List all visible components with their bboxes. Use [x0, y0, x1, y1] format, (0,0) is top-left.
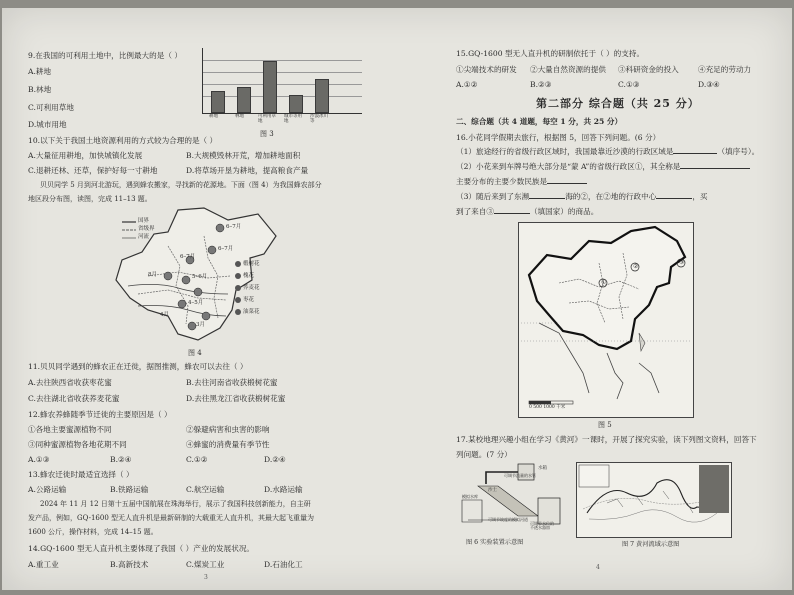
q15-option-a[interactable]: A.①② — [456, 80, 478, 89]
q13-option-d[interactable]: D.水路运输 — [264, 485, 303, 494]
exam-sheet — [2, 8, 792, 590]
fig6-label-level-line-2: 不透水器皿 — [530, 525, 550, 531]
flower-legend-3: 荞麦花 — [243, 285, 260, 291]
q10-stem: 10.以下关于我国土地资源利用的方式较为合理的是（ ） — [28, 136, 218, 145]
page-number-4: 4 — [596, 564, 600, 571]
q12-stem: 12.蜂农养蜂随季节迁徙的主要原因是（ ） — [28, 410, 172, 419]
q12-reason-2: ②躲避病害和虫害的影响 — [186, 425, 270, 434]
month-label-3: 8月 — [148, 272, 157, 278]
q16-sub3b — [456, 206, 598, 217]
fig6-label-level-line-1: 可调节水位的 — [530, 521, 554, 526]
q15-reason-4: ④充足的劳动力 — [698, 65, 752, 74]
passage-1-line-2: 地区段分布图，读图，完成 11–13 题。 — [28, 195, 152, 203]
q14-option-c[interactable]: C.煤炭工业 — [186, 560, 225, 569]
q11-option-d[interactable]: D.去往黑龙江省收获椴树花蜜 — [186, 394, 286, 403]
q9-option-a[interactable]: A.耕地 — [28, 67, 52, 76]
legend-river: 河流 — [138, 234, 150, 240]
q17-stem-line-1: 17.某校地理兴趣小组在学习《黄河》一课时，开展了探究实验，读下列图文资料，回答下 — [456, 435, 757, 444]
q16-sub3 — [456, 191, 708, 202]
figure-4-caption: 图 4 — [188, 349, 202, 357]
q16-blank-2[interactable] — [680, 168, 750, 169]
q12-reason-4: ④蜂蜜的消费量有季节性 — [186, 440, 270, 449]
q16-sub1-text: （1）旅途经行的省级行政区域时，我国最靠近沙漠的行政区域是 — [456, 147, 674, 156]
figure-5-caption: 图 5 — [598, 421, 612, 429]
month-label-6: 4–5月 — [188, 300, 204, 306]
flower-legend-4: 枣花 — [243, 297, 255, 303]
cat-label-2: 林地 — [235, 114, 244, 119]
fig6-label-sand: 沙土 — [488, 488, 497, 493]
q13-option-c[interactable]: C.航空运输 — [186, 485, 225, 494]
q12-option-c[interactable]: C.①② — [186, 455, 208, 464]
q9-stem: 9.在我国的可利用土地中，比例最大的是（ ） — [28, 51, 182, 60]
bar-urban — [289, 95, 303, 113]
q9-option-b[interactable]: B.林地 — [28, 85, 52, 94]
passage-2-line-3: 1600 公斤，操作材料，完成 14–15 题。 — [28, 528, 158, 536]
bar-grassland — [263, 61, 277, 113]
q11-option-b[interactable]: B.去往河南省收获椴树花蜜 — [186, 378, 278, 387]
q16-sub3-text: （3）随后来到了东濒 — [456, 192, 530, 201]
month-label-4: 6–7月 — [180, 254, 196, 260]
q10-option-d[interactable]: D.将草场开垦为耕地，提高粮食产量 — [186, 166, 309, 175]
fig6-label-channel: 可调节坡度的模拟河道 — [488, 517, 528, 522]
page-number-3: 3 — [204, 574, 208, 581]
fig6-label-pipe: 可调节流量的水管 — [504, 473, 536, 478]
cat-label-5: 沙漠冰川等 — [310, 114, 328, 124]
figure-3-category-labels — [202, 115, 362, 127]
q9-option-c[interactable]: C.可利用草地 — [28, 103, 74, 112]
cat-label-1: 耕地 — [209, 114, 218, 119]
q16-sub2b — [456, 176, 587, 187]
q17-stem-line-2: 列问题。(7 分） — [456, 450, 512, 459]
q15-stem: 15.GQ-1600 型无人直升机的研制依托于（ ）的支持。 — [456, 49, 645, 58]
fig6-label-tank: 水箱 — [538, 466, 547, 471]
q14-option-a[interactable]: A.重工业 — [28, 560, 59, 569]
figure-3-bar-chart — [202, 48, 362, 114]
q12-option-b[interactable]: B.②④ — [110, 455, 132, 464]
q16-blank-1[interactable] — [673, 153, 717, 154]
q15-option-d[interactable]: D.③④ — [698, 80, 720, 89]
q16-sub1-end: （填序号）。 — [717, 147, 760, 156]
legend-provincial-border: 省级界 — [138, 226, 155, 232]
month-label-1: 6–7月 — [226, 224, 242, 230]
q15-option-c[interactable]: C.①③ — [618, 80, 640, 89]
figure-6-experiment-diagram — [458, 460, 568, 534]
q16-sub2b-text: 主要分布的主要少数民族是 — [456, 177, 548, 186]
q12-option-a[interactable]: A.①③ — [28, 455, 50, 464]
q10-option-a[interactable]: A.大量征用耕地，加快城镇化发展 — [28, 151, 143, 160]
figure-7-caption: 图 7 黄河流域示意图 — [622, 541, 680, 548]
legend-national-border: 国界 — [138, 218, 150, 224]
fig6-label-reservoir: 模拟水库 — [462, 494, 478, 499]
map-marker-2: ② — [633, 263, 639, 270]
passage-2-line-2: 发产品，例如，GQ-1600 型无人直升机是最新研制的大载重无人直升机，其最大起飞重量为 — [28, 514, 314, 522]
map-scale: 0 500 1000 千米 — [529, 405, 566, 410]
q16-stem: 16.小花同学假期去旅行，根据图 5，回答下列问题。(6 分） — [456, 133, 661, 142]
flower-legend-5: 油菜花 — [243, 309, 260, 315]
q15-option-b[interactable]: B.②③ — [530, 80, 552, 89]
q11-stem: 11.贝贝同学遇到的蜂农正在迁徙，据图推测，蜂农可以去往（ ） — [28, 362, 248, 371]
cat-label-4: 城市等用地 — [284, 114, 302, 124]
q11-option-a[interactable]: A.去往陕西省收获枣花蜜 — [28, 378, 112, 387]
q16-sub3b-end: （填国家）的商品。 — [529, 207, 599, 216]
q10-option-b[interactable]: B.大规模毁林开荒，增加耕地面积 — [186, 151, 301, 160]
cat-label-3: 可利用草地 — [258, 114, 276, 124]
q13-option-a[interactable]: A.公路运输 — [28, 485, 67, 494]
figure-5-map-drawing — [519, 223, 693, 417]
q12-reason-1: ①各地主要蜜源植物不同 — [28, 425, 112, 434]
month-label-8: 3月 — [196, 322, 205, 328]
q16-blank-4[interactable] — [529, 198, 565, 199]
q9-option-d[interactable]: D.城市用地 — [28, 120, 67, 129]
figure-4-map — [108, 206, 280, 346]
q16-blank-3[interactable] — [547, 183, 587, 184]
fig6-label-level — [530, 522, 568, 531]
passage-1-line-1: 贝贝同学 5 月到河北游玩，遇到蜂农搬家，寻找新的花源地。下面（图 4）为我国蜂农部分 — [40, 181, 322, 189]
figure-3-caption: 图 3 — [260, 130, 274, 138]
q16-sub2-text: （2）小花来到车牌号绝大部分是“蒙 A”的省级行政区①，其全称是 — [456, 162, 681, 171]
q13-stem: 13.蜂农迁徙时最适宜选择（ ） — [28, 470, 134, 479]
q15-reason-1: ①尖端技术的研发 — [456, 65, 517, 74]
q16-blank-5[interactable] — [656, 198, 692, 199]
map-marker-3: ③ — [679, 259, 685, 266]
q10-option-c[interactable]: C.退耕还林、还草，保护好每一寸耕地 — [28, 166, 158, 175]
figure-7-inset-china — [699, 465, 729, 513]
figure-7-yellow-river-map — [576, 462, 732, 538]
q15-reason-3: ③科研资金的投入 — [618, 65, 679, 74]
map-marker-1: ① — [601, 279, 607, 286]
month-label-5: 5–6月 — [192, 274, 208, 280]
month-label-7: 4月 — [160, 312, 169, 318]
q14-stem: 14.GQ-1600 型无人直升机主要体现了我国（ ）产业的发展状况。 — [28, 544, 255, 553]
passage-2-line-1: 2024 年 11 月 12 日第十五届中国航展在珠海举行，展示了我国科技创新能力，自主研 — [40, 500, 311, 508]
figure-6-caption: 图 6 实验装置示意图 — [466, 539, 524, 546]
q14-option-b[interactable]: B.高新技术 — [110, 560, 149, 569]
bar-forest — [237, 87, 251, 113]
bar-farmland — [211, 91, 225, 113]
month-label-2: 6–7月 — [218, 246, 234, 252]
q16-sub1 — [456, 146, 759, 157]
q16-sub3-mid: 海的②，在②地的行政中心 — [565, 192, 657, 201]
section-title: 第二部分 综合题（共 25 分） — [536, 97, 700, 110]
q16-sub2 — [456, 161, 750, 172]
flower-legend-2: 槐花 — [243, 273, 255, 279]
q14-option-d[interactable]: D.石油化工 — [264, 560, 303, 569]
q12-option-d[interactable]: D.②④ — [264, 455, 286, 464]
q16-blank-6[interactable] — [494, 213, 530, 214]
q13-option-b[interactable]: B.铁路运输 — [110, 485, 149, 494]
q11-option-c[interactable]: C.去往湖北省收获荞麦花蜜 — [28, 394, 120, 403]
part2-heading: 二、综合题（共 4 道题，每空 1 分，共 25 分） — [456, 117, 623, 126]
q15-reason-2: ②大量自然资源的提供 — [530, 65, 606, 74]
flower-legend-1: 椴树花 — [243, 261, 260, 267]
figure-5-map — [518, 222, 694, 418]
bar-desert — [315, 79, 329, 113]
q12-reason-3: ③同种蜜源植物各地花期不同 — [28, 440, 127, 449]
q16-sub3b-text: 到了来自③ — [456, 207, 494, 216]
q16-sub3-end: ，买 — [692, 192, 708, 201]
